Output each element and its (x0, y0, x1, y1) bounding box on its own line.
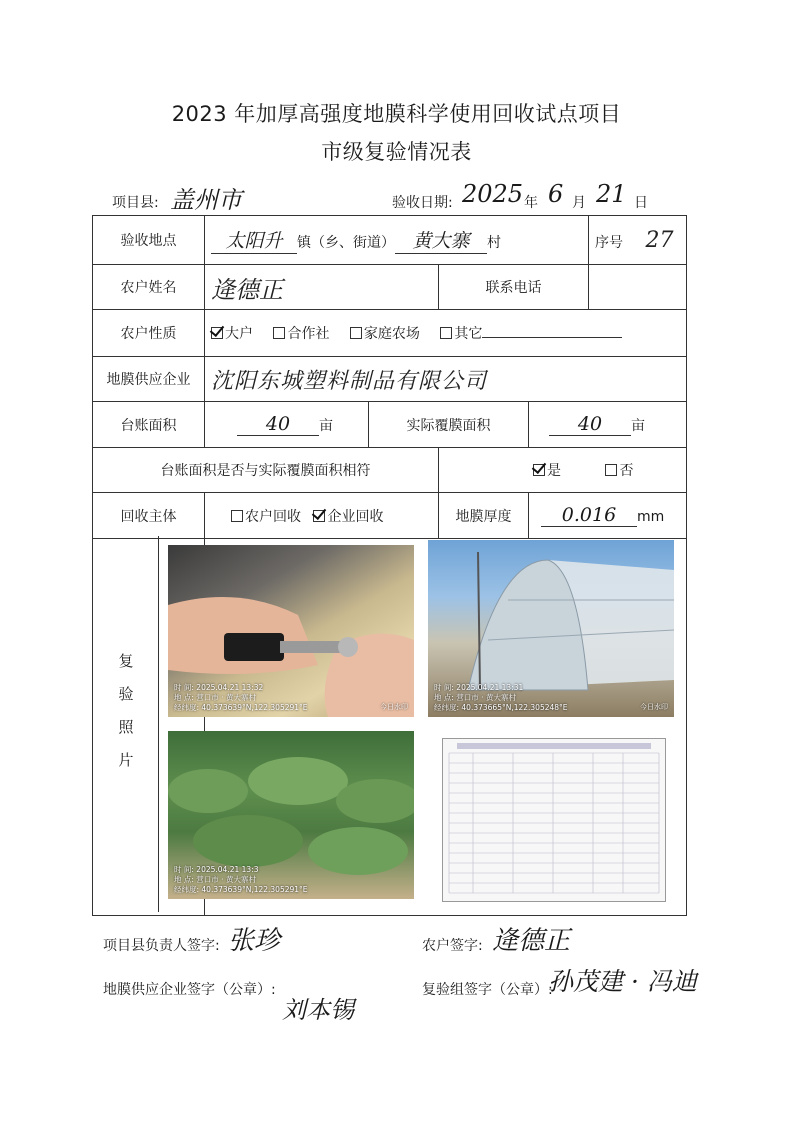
serial-cell (589, 216, 687, 265)
nature-option-family-farm[interactable]: 家庭农场 (350, 326, 420, 342)
date-label: 验收日期: (392, 195, 453, 211)
ledger-area-handwritten: 40 (237, 413, 319, 436)
ledger-area-value-cell (205, 402, 369, 448)
day-unit: 日 (634, 195, 648, 211)
county-head-sign-label: 项目县负责人签字: (103, 938, 220, 954)
checkbox-icon (350, 327, 362, 339)
phone-label-cell: 联系电话 (439, 265, 589, 310)
actual-area-value-cell (529, 402, 687, 448)
checkbox-checked-icon (313, 510, 325, 522)
county-handwritten: 盖州市 (170, 186, 242, 214)
match-option-no[interactable]: 否 (605, 463, 633, 479)
supplier-signature: 刘本锡 (282, 996, 354, 1024)
match-option-yes[interactable]: 是 (533, 463, 561, 479)
nature-options-cell (205, 310, 687, 357)
photo-crop-field (168, 731, 414, 899)
nature-option-cooperative[interactable]: 合作社 (273, 326, 329, 342)
serial-label: 序号 (595, 234, 623, 251)
supplier-handwritten: 沈阳东城塑料制品有限公司 (211, 368, 488, 394)
village-handwritten: 黄大寨 (395, 226, 487, 254)
actual-area-label-cell: 实际覆膜面积 (369, 402, 529, 448)
checkbox-icon (605, 464, 617, 476)
county-label: 项目县: (112, 195, 159, 211)
photo3-watermark: 时 间: 2025.04.21 13:3 地 点: 营口市 · 黄大寨村 经纬度: 40.373639°N,122.305291°E (174, 865, 308, 894)
recycler-label-cell: 回收主体 (93, 493, 205, 539)
farmer-handwritten: 逄德正 (211, 275, 283, 304)
photo1-watermark: 时 间: 2025.04.21 13:32 地 点: 营口市 · 黄大寨村 经纬度: 40.373639°N,122.305291°E (174, 683, 308, 712)
document-subtitle: 市级复验情况表 (321, 140, 472, 164)
actual-area-handwritten: 40 (549, 413, 631, 436)
review-signature: 孙茂建 · 冯迪 (548, 967, 697, 996)
ledger-area-label-cell: 台账面积 (93, 402, 205, 448)
other-underline (482, 325, 622, 338)
recycler-options-cell (205, 493, 439, 539)
supplier-sign-label: 地膜供应企业签字（公章）: (103, 982, 276, 998)
thickness-label-cell: 地膜厚度 (439, 493, 529, 539)
month-unit: 月 (572, 195, 586, 211)
month-handwritten: 6 (548, 180, 564, 208)
checkbox-checked-icon (211, 327, 223, 339)
photo2-watermark: 时 间: 2025.04.21 13:31 地 点: 营口市 · 黄大寨村 经纬度: 40.373665°N,122.305248°E (434, 683, 568, 712)
supplier-value-cell (205, 357, 687, 402)
checkbox-icon (231, 510, 243, 522)
match-options-cell (439, 448, 687, 493)
thickness-value-cell (529, 493, 687, 539)
supplier-label-cell: 地膜供应企业 (93, 357, 205, 402)
recycler-option-farmer[interactable]: 农户回收 (231, 509, 301, 525)
year-unit: 年 (524, 195, 538, 211)
year-handwritten: 2025 (462, 180, 524, 208)
checkbox-icon (440, 327, 452, 339)
document-title: 2023 年加厚高强度地膜科学使用回收试点项目 (171, 102, 622, 126)
review-sign-label: 复验组签字（公章）: (422, 982, 553, 998)
photo1-logo: 今日水印 (380, 703, 408, 711)
farmer-value-cell (205, 265, 439, 310)
checkbox-icon (273, 327, 285, 339)
photos-inner-divider (158, 536, 159, 912)
photo2-logo: 今日水印 (640, 703, 668, 711)
recycler-option-enterprise[interactable]: 企业回收 (313, 509, 383, 525)
actual-area-unit: 亩 (631, 418, 645, 434)
nature-option-large-household[interactable]: 大户 (211, 326, 253, 342)
farmer-sign-label: 农户签字: (422, 938, 483, 954)
farmer-signature: 逄德正 (492, 926, 571, 956)
photo-greenhouse (428, 540, 674, 717)
farmer-label-cell: 农户姓名 (93, 265, 205, 310)
village-suffix: 村 (487, 235, 501, 251)
photo-ledger-sheet (442, 738, 666, 902)
photos-vertical-label: 复 验 照 片 (118, 652, 134, 769)
town-handwritten: 太阳升 (211, 226, 297, 254)
checkbox-checked-icon (533, 464, 545, 476)
ledger-table-illustration (443, 739, 665, 901)
nature-option-other[interactable]: 其它 (440, 326, 622, 342)
thickness-unit: mm (637, 509, 665, 525)
town-suffix: 镇（乡、街道） (297, 235, 395, 251)
ledger-area-unit: 亩 (319, 418, 333, 434)
phone-value-cell (589, 265, 687, 310)
nature-label-cell: 农户性质 (93, 310, 205, 357)
photo-thickness-measurement (168, 545, 414, 717)
day-handwritten: 21 (596, 180, 627, 208)
thickness-handwritten: 0.016 (541, 504, 637, 527)
match-label-cell: 台账面积是否与实际覆膜面积相符 (93, 448, 439, 493)
location-value-cell (205, 216, 589, 265)
serial-handwritten: 27 (645, 227, 674, 253)
county-head-signature: 张珍 (228, 926, 281, 956)
location-label-cell: 验收地点 (93, 216, 205, 265)
